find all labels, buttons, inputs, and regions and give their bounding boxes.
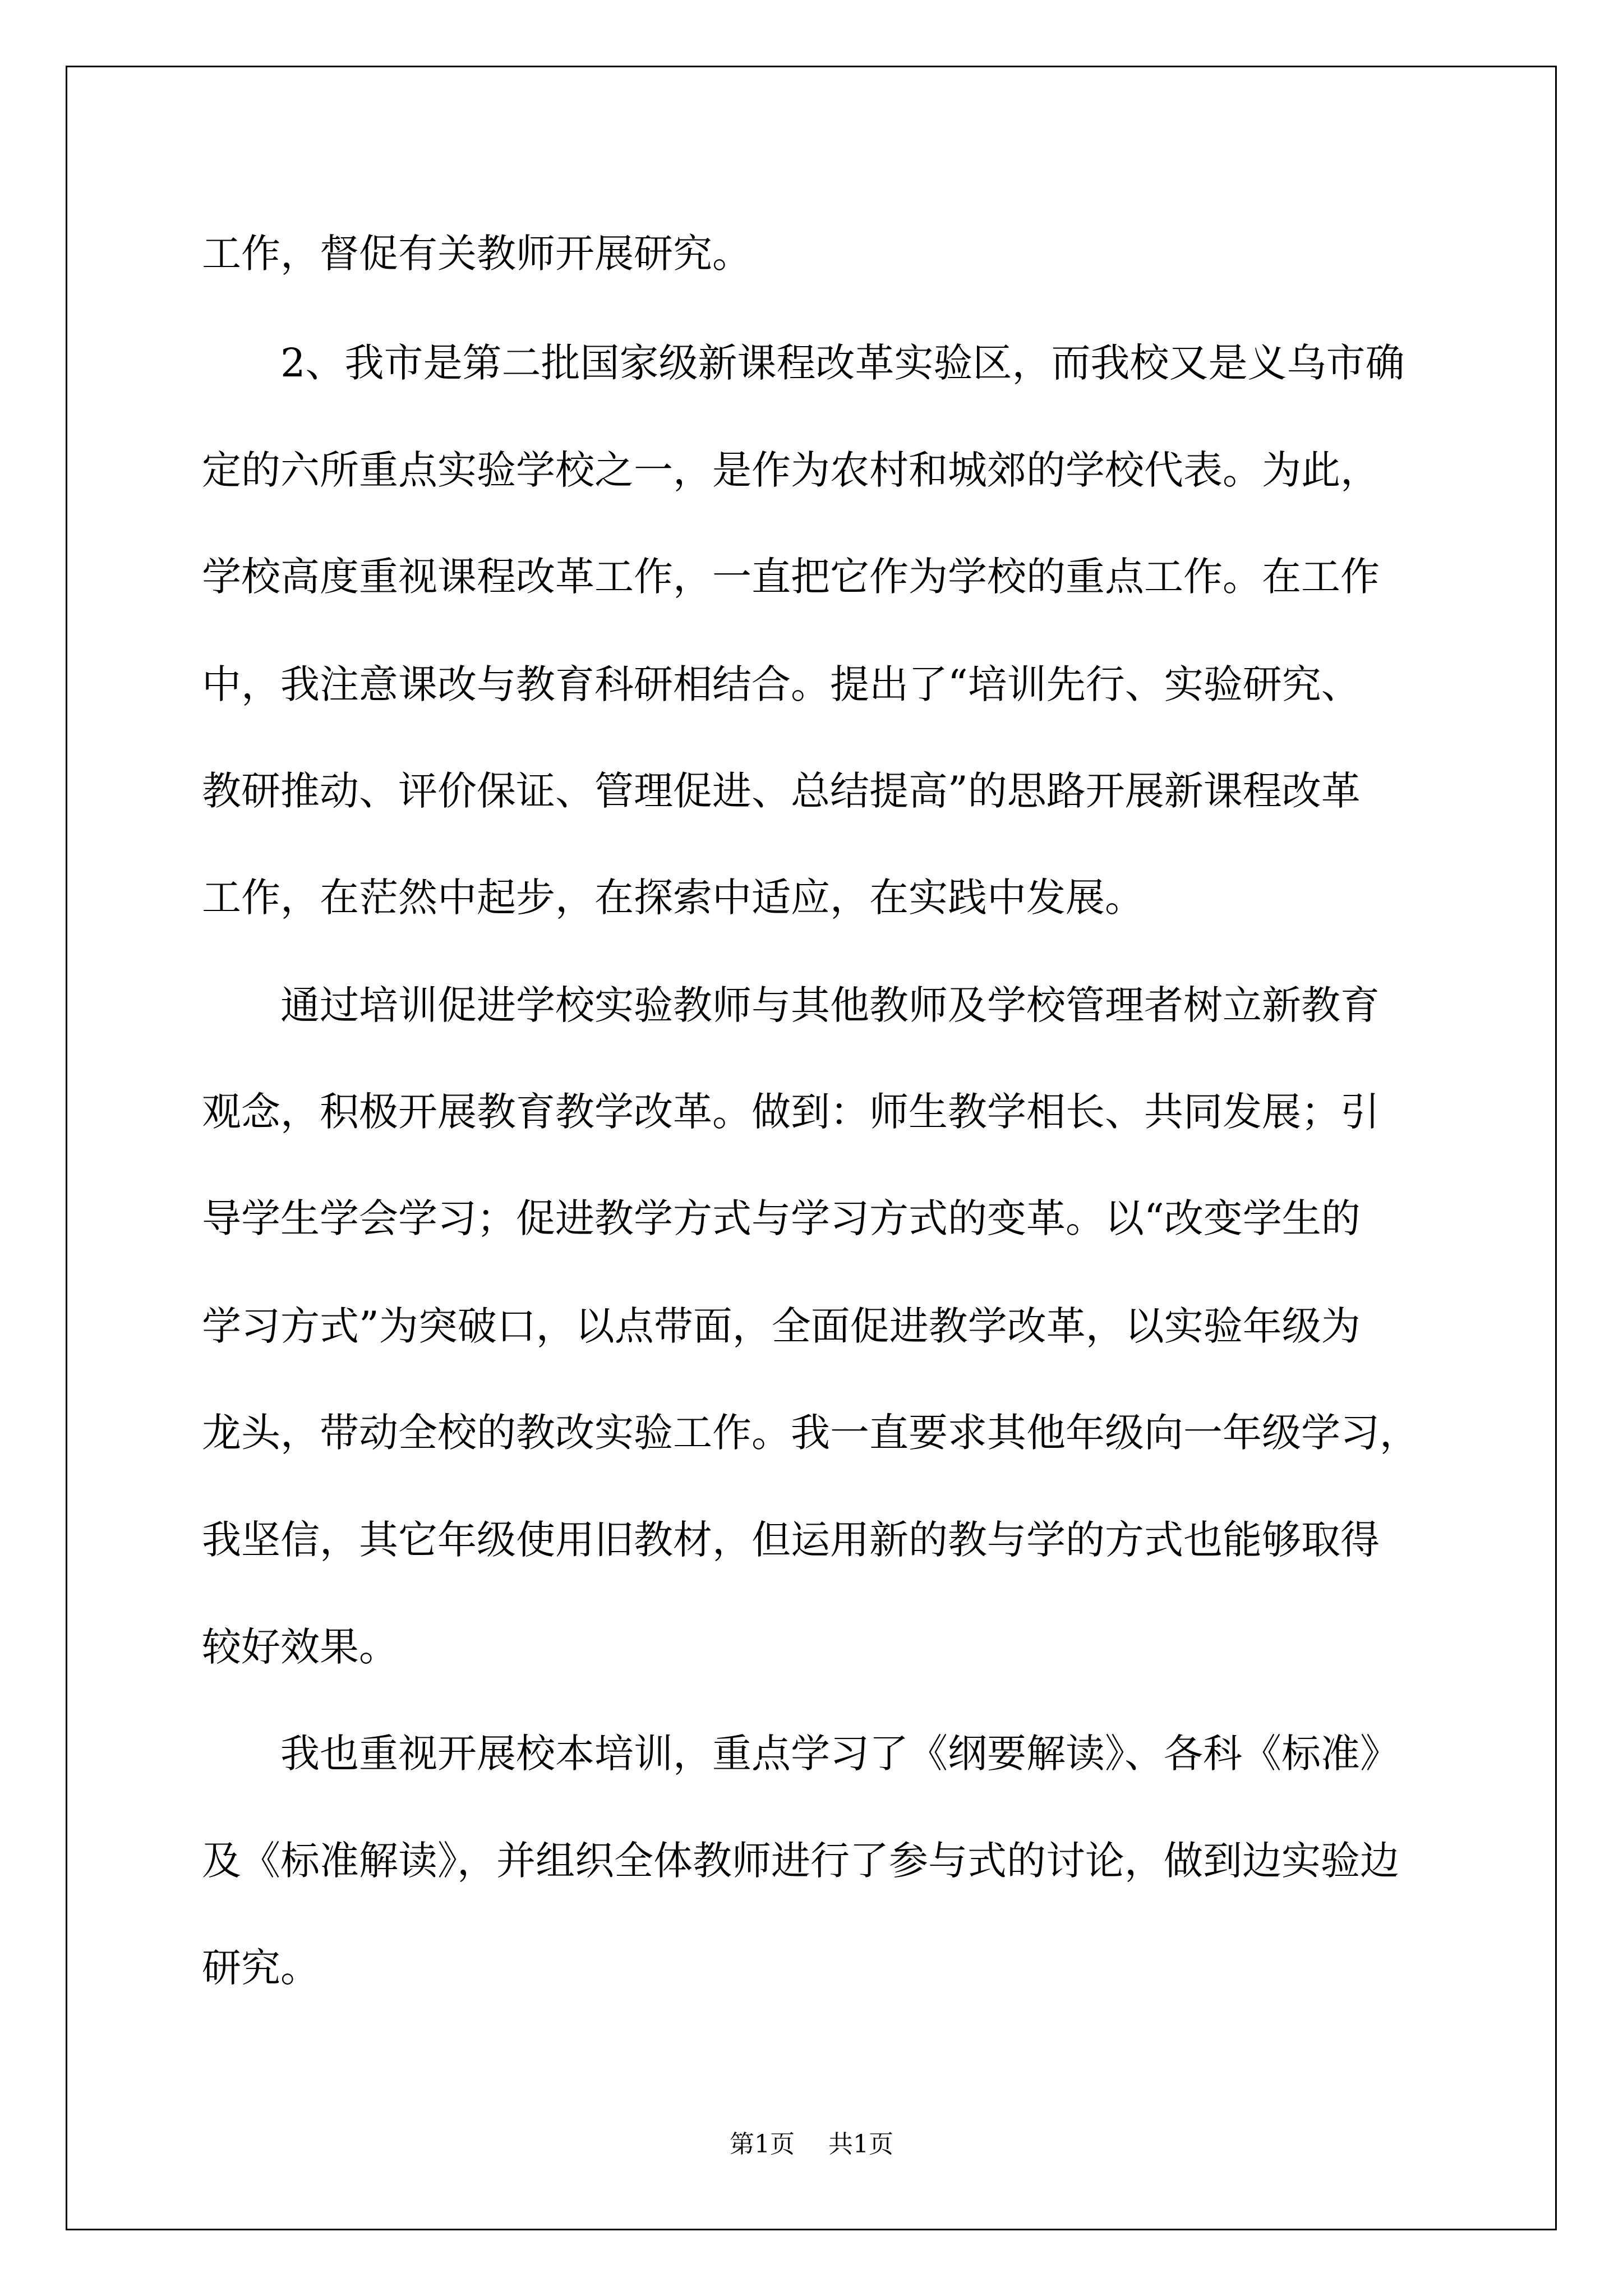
text-line: 教研推动、评价保证、管理促进、总结提高”的思路开展新课程改革 [202,768,1361,814]
text-line: 学校高度重视课程改革工作，一直把它作为学校的重点工作。在工作 [202,554,1380,600]
text-line: 及《标准解读》，并组织全体教师进行了参与式的讨论，做到边实验边 [202,1838,1399,1884]
text-line: 我坚信，其它年级使用旧教材，但运用新的教与学的方式也能够取得 [202,1517,1380,1563]
page-footer [0,2128,1623,2161]
text-line: 2、我市是第二批国家级新课程改革实验区，而我校又是义乌市确 [202,340,1405,386]
text-line: 我也重视开展校本培训，重点学习了《纲要解读》、各科《标准》 [202,1731,1399,1777]
page-total: 共1页 [828,2130,893,2159]
text-line: 中，我注意课改与教育科研相结合。提出了“培训先行、实验研究、 [202,661,1361,707]
text-line: 较好效果。 [202,1624,398,1670]
text-line: 工作，在茫然中起步，在探索中适应，在实践中发展。 [202,875,1144,921]
text-line: 龙头，带动全校的教改实验工作。我一直要求其他年级向一年级学习， [202,1410,1419,1456]
text-line: 工作，督促有关教师开展研究。 [202,231,751,277]
text-line: 研究。 [202,1945,320,1991]
page-number: 第1页 [730,2130,795,2159]
text-line: 观念，积极开展教育教学改革。做到：师生教学相长、共同发展；引 [202,1089,1380,1135]
text-line: 学习方式”为突破口，以点带面，全面促进教学改革，以实验年级为 [202,1303,1361,1349]
text-line: 定的六所重点实验学校之一，是作为农村和城郊的学校代表。为此， [202,447,1380,493]
text-line: 导学生学会学习；促进教学方式与学习方式的变革。以“改变学生的 [202,1195,1361,1241]
page-border [66,66,1557,2230]
text-line: 通过培训促进学校实验教师与其他教师及学校管理者树立新教育 [202,982,1380,1028]
